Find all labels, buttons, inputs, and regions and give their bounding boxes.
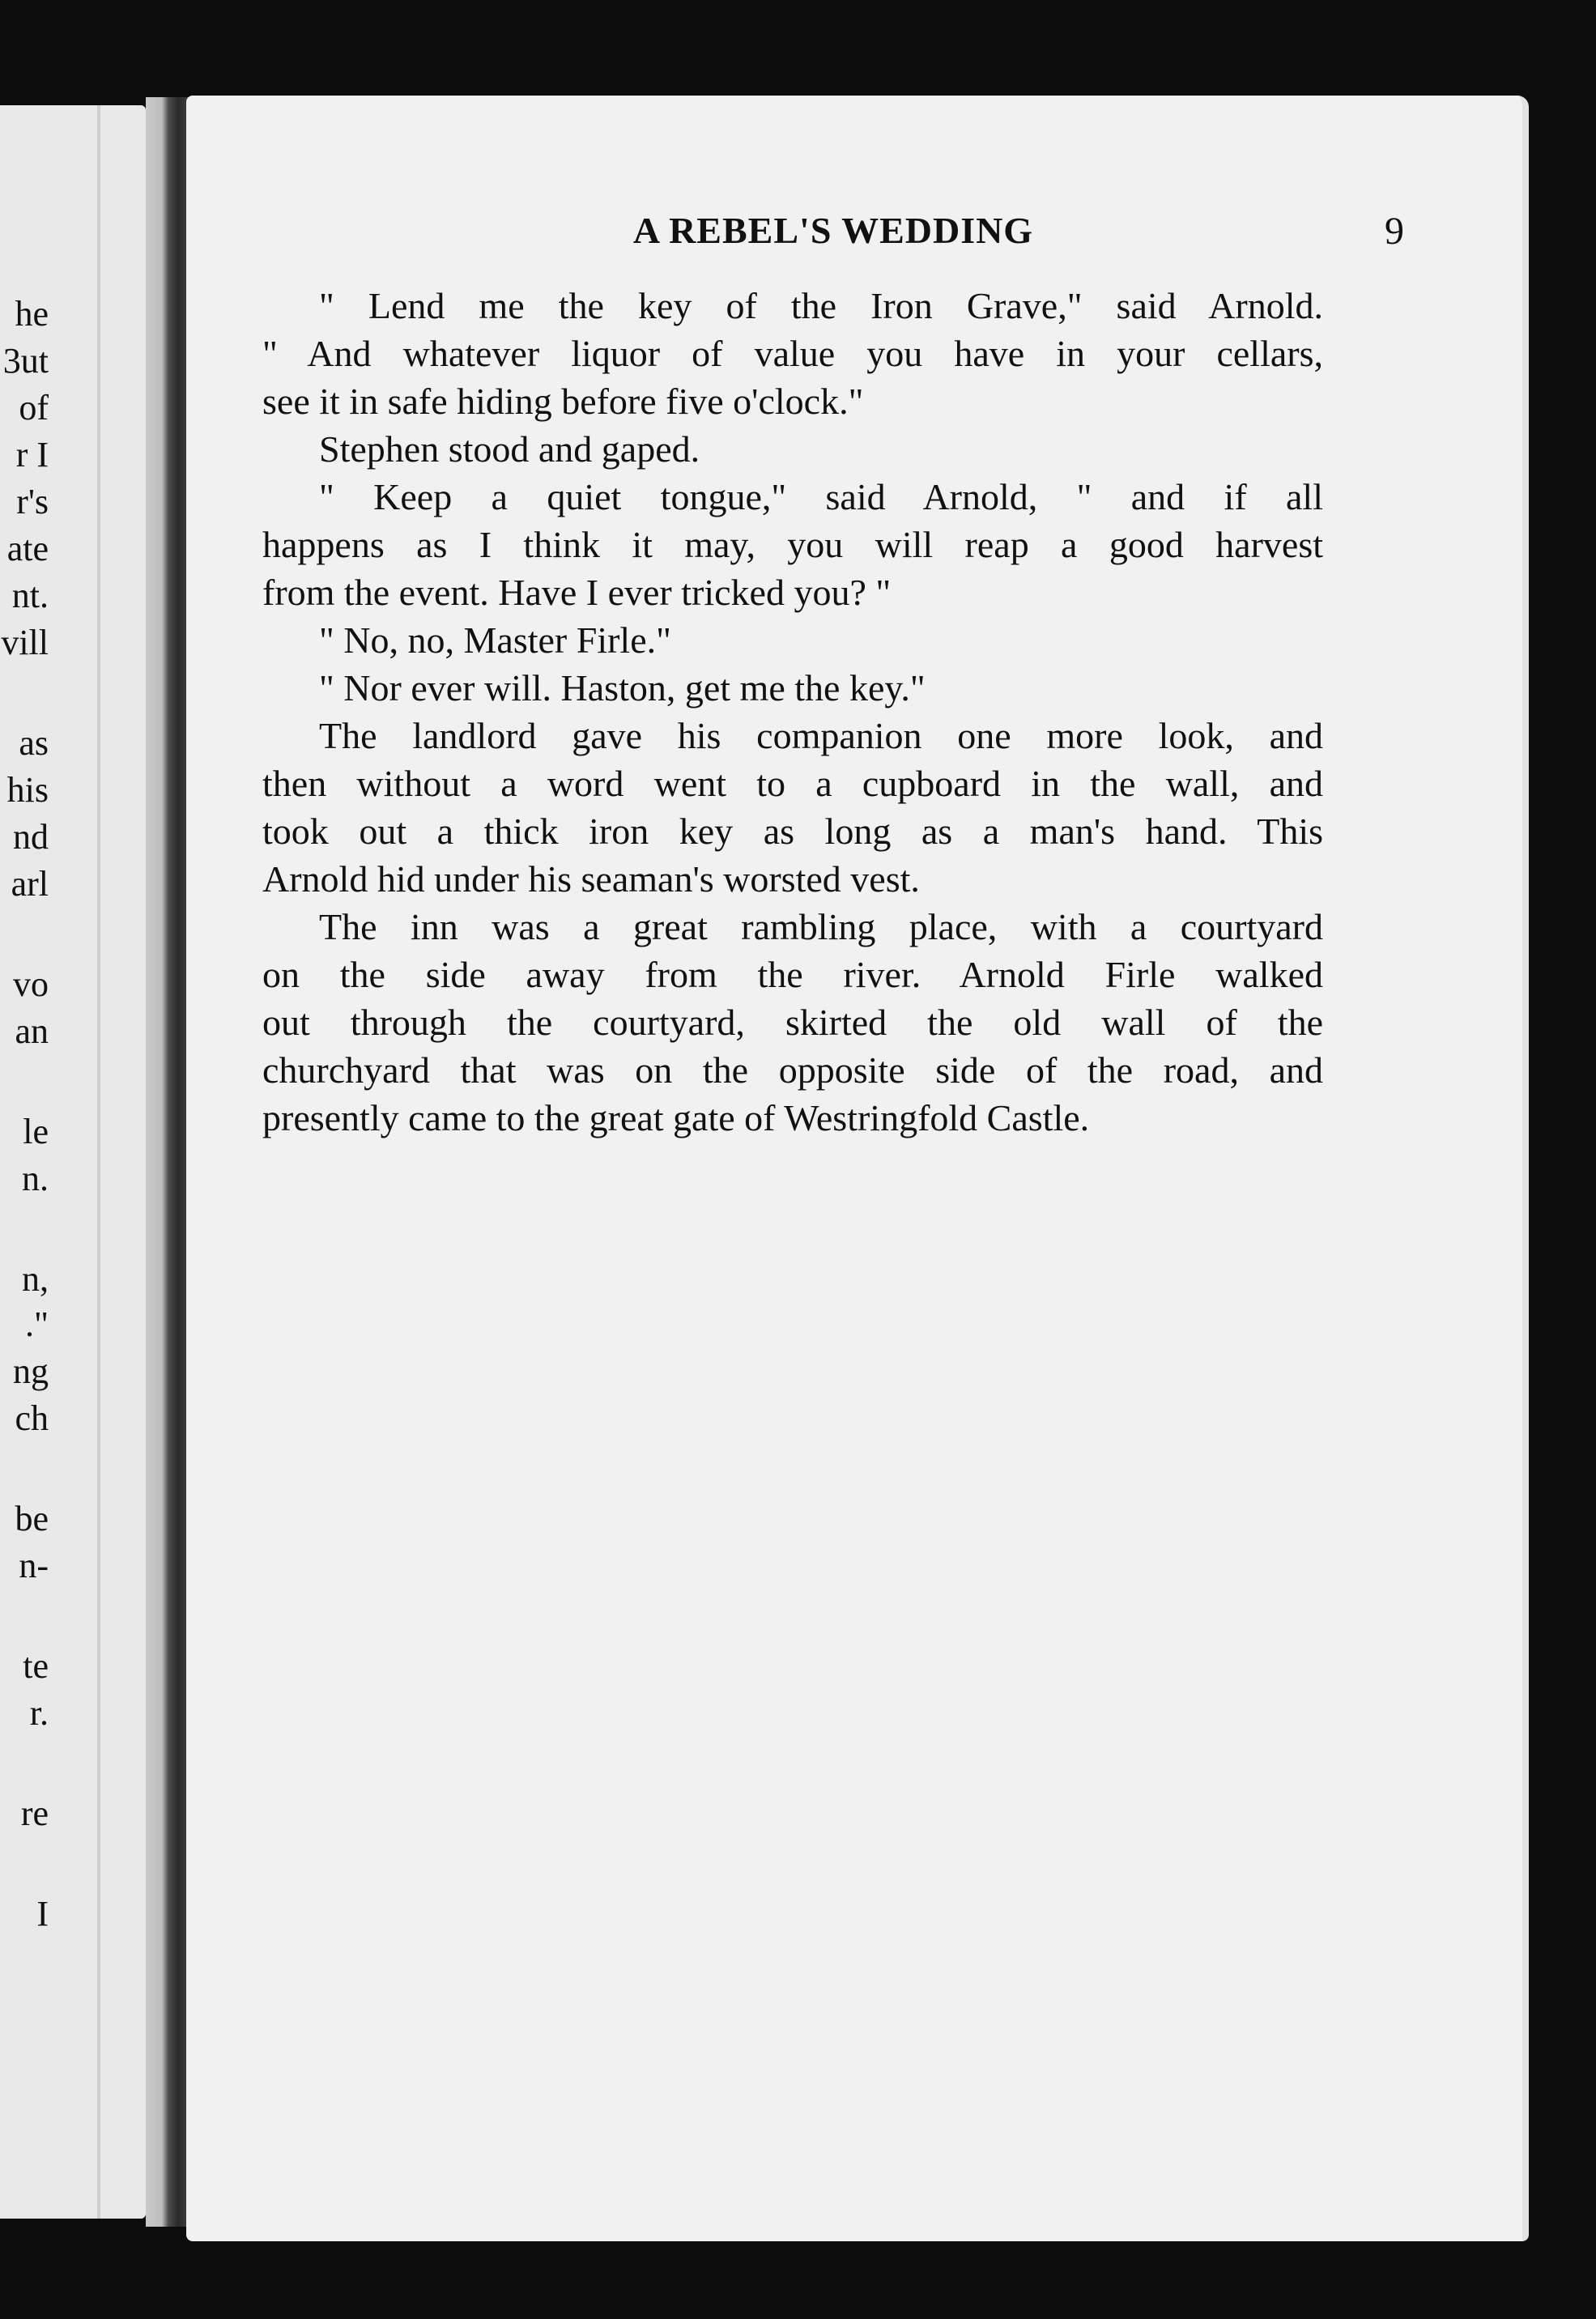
left-fragment: ate <box>6 529 49 568</box>
left-fragment: an <box>15 1011 49 1051</box>
left-fragment: ng <box>13 1351 49 1391</box>
left-fragment: as <box>19 723 49 763</box>
text-line: " No, no, Master Firle." <box>319 619 671 661</box>
page-number: 9 <box>1385 210 1404 253</box>
left-page-edge <box>0 105 146 2219</box>
text-line: Stephen stood and gaped. <box>319 428 700 470</box>
text-line: on the side away from the river. Arnold Firle walked <box>262 954 1323 995</box>
left-fragment: r's <box>16 482 49 521</box>
text-line: presently came to the great gate of Westringfold Castle. <box>262 1097 1090 1138</box>
text-line: " Lend me the key of the Iron Grave," said Arnold. <box>319 285 1323 326</box>
left-fragment: of <box>19 388 49 428</box>
text-line: see it in safe hiding before five o'clock." <box>262 381 864 422</box>
left-fragment: n, <box>22 1259 49 1299</box>
text-line: The inn was a great rambling place, with a courtyard <box>319 906 1323 947</box>
text-line: The landlord gave his companion one more look, and <box>319 715 1323 756</box>
left-page-text-fragments <box>0 105 49 2219</box>
left-fragment: be <box>15 1499 49 1538</box>
text-line: " Keep a quiet tongue," said Arnold, " and if all <box>319 476 1323 517</box>
left-fragment: nd <box>13 817 49 857</box>
left-fragment: r I <box>15 435 49 474</box>
left-fragment: r. <box>29 1693 49 1733</box>
running-head-title: A REBEL'S WEDDING <box>632 210 1034 251</box>
text-line: churchyard that was on the opposite side of the road, and <box>262 1049 1323 1091</box>
text-line: " Nor ever will. Haston, get me the key." <box>319 667 926 708</box>
left-fragment: vo <box>13 964 49 1004</box>
left-fragment: n- <box>19 1546 49 1585</box>
text-line: happens as I think it may, you will reap a good harvest <box>262 524 1323 565</box>
left-fragment: te <box>23 1646 49 1686</box>
text-line: " And whatever liquor of value you have in your cellars, <box>262 333 1323 374</box>
text-line: from the event. Have I ever tricked you? " <box>262 572 892 613</box>
left-fragment: n. <box>22 1159 49 1198</box>
text-line: took out a thick iron key as long as a man's hand. This <box>262 811 1323 852</box>
left-fragment: I <box>36 1894 49 1934</box>
left-fragment: his <box>6 770 49 810</box>
text-line: Arnold hid under his seaman's worsted vest. <box>262 858 920 900</box>
left-fragment: he <box>15 294 49 334</box>
left-fragment: re <box>20 1794 49 1833</box>
text-line: then without a word went to a cupboard in the wall, and <box>262 763 1323 804</box>
left-fragment: nt. <box>11 576 49 615</box>
left-fragment: ." <box>25 1304 49 1344</box>
left-fragment: le <box>23 1112 49 1151</box>
left-fragment: ch <box>15 1398 49 1438</box>
body-text <box>262 282 1323 1142</box>
running-head <box>262 209 1404 266</box>
left-fragment: arl <box>11 864 49 904</box>
right-page <box>186 96 1529 2241</box>
text-line: out through the courtyard, skirted the old wall of the <box>262 1002 1323 1043</box>
left-fragment: vill <box>1 623 49 662</box>
left-page-fold <box>97 105 100 2219</box>
left-fragment: 3ut <box>2 341 49 381</box>
